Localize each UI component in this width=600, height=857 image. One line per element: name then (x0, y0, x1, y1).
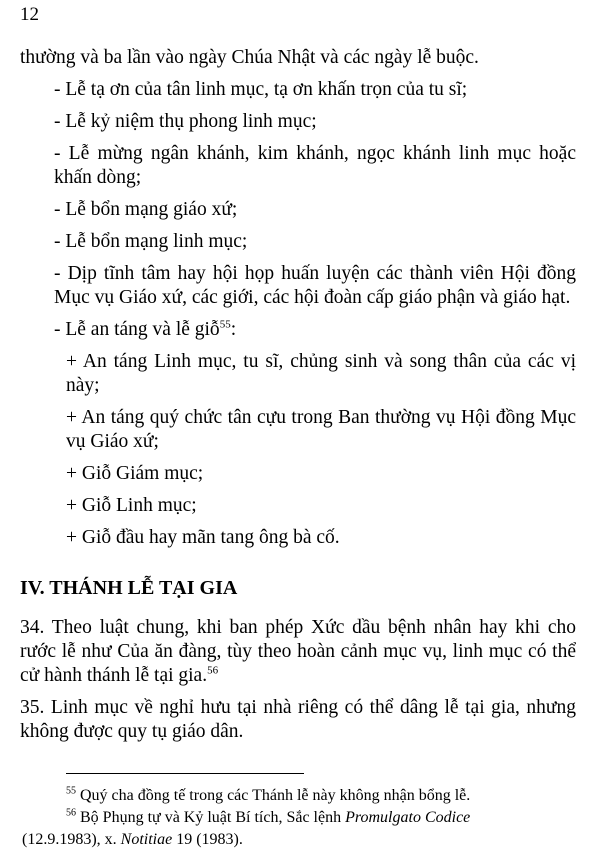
list-item: - Lễ mừng ngân khánh, kim khánh, ngọc khánh linh mục hoặc khấn dòng; (54, 143, 576, 188)
footnote-ref-56[interactable]: 56 (207, 664, 219, 677)
page-number: 12 (20, 4, 39, 25)
list-item-text: - Lễ an táng và lễ giỗ (54, 319, 220, 340)
sub-item: + An táng Linh mục, tu sĩ, chủng sinh và song thân của các vị này; (66, 351, 576, 396)
list-item: - Lễ bổn mạng giáo xứ; (54, 199, 238, 220)
footnote-divider (66, 773, 304, 774)
paragraph-35: 35. Linh mục về nghỉ hưu tại nhà riêng có thể dâng lễ tại gia, nhưng không được quy tụ giáo dân. (20, 697, 576, 742)
footnote-ref-55[interactable]: 55 (219, 318, 231, 331)
footnote-italic-title: Promulgato Codice (345, 809, 471, 826)
list-item-funeral (54, 318, 576, 342)
list-item: - Lễ bổn mạng linh mục; (54, 231, 248, 252)
footnote-55 (22, 786, 578, 806)
footnote-56 (22, 808, 578, 828)
footnote-number: 55 (66, 785, 76, 797)
footnote-text: (12.9.1983), x. (22, 831, 121, 848)
sub-item: + Giỗ Giám mục; (66, 463, 204, 484)
footnote-text: Quý cha đồng tế trong các Thánh lễ này không nhận bổng lễ. (80, 787, 471, 804)
page-body (20, 46, 576, 752)
footnotes (22, 786, 578, 852)
list-item: - Lễ tạ ơn của tân linh mục, tạ ơn khấn trọn của tu sĩ; (54, 79, 468, 100)
sub-item: + An táng quý chức tân cựu trong Ban thường vụ Hội đồng Mục vụ Giáo xứ; (66, 407, 576, 452)
intro-line: thường và ba lần vào ngày Chúa Nhật và các ngày lễ buộc. (20, 47, 479, 68)
section-heading: IV. THÁNH LỄ TẠI GIA (20, 577, 238, 599)
list-item-tail: : (230, 319, 237, 340)
footnote-text: Bộ Phụng tự và Kỷ luật Bí tích, Sắc lệnh (80, 809, 346, 826)
footnote-56-cont (22, 830, 578, 850)
list-item: - Dịp tĩnh tâm hay hội họp huấn luyện các thành viên Hội đồng Mục vụ Giáo xứ, các giới, các hội đoàn cấp giáo phận và giáo hạt. (54, 263, 576, 308)
footnote-text: 19 (1983). (172, 831, 243, 848)
sub-item: + Giỗ Linh mục; (66, 495, 197, 516)
paragraph-34 (20, 616, 576, 688)
footnote-number: 56 (66, 807, 76, 819)
sub-item: + Giỗ đầu hay mãn tang ông bà cố. (66, 527, 340, 548)
footnote-italic-journal: Notitiae (120, 831, 173, 848)
paragraph-34-text: 34. Theo luật chung, khi ban phép Xức dầu bệnh nhân hay khi cho rước lễ như Của ăn đàng, tùy theo hoàn cảnh mục vụ, linh mục có thể cử hành thánh lễ tại gia. (20, 617, 576, 686)
list-item: - Lễ kỷ niệm thụ phong linh mục; (54, 111, 317, 132)
